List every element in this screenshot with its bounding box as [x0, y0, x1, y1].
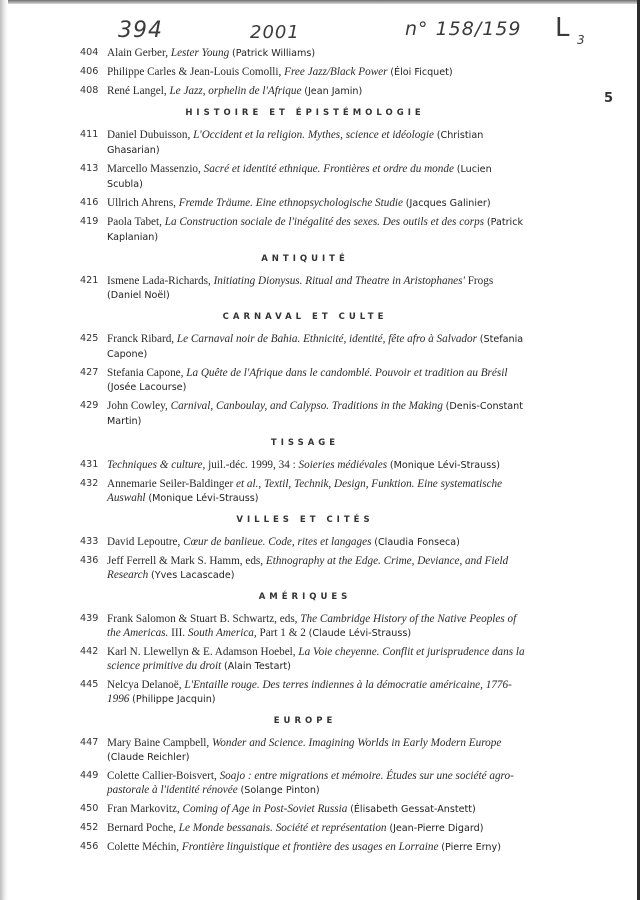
entry-author: Frank Salomon & Stuart B. Schwartz, eds, [107, 613, 301, 625]
entry-title: Coming of Age in Post-Soviet Russia [182, 803, 348, 815]
entry-page-number: 450 [80, 803, 99, 814]
review-entry [80, 802, 530, 817]
entry-body [107, 769, 530, 798]
entry-title: The Cambridge History of the Native Peoples of the Americas. [107, 613, 517, 639]
review-entry [80, 215, 530, 245]
entry-reviewer: (Solange Pinton) [240, 785, 320, 796]
entry-body [107, 399, 530, 429]
section-heading: AMÉRIQUES [258, 592, 352, 602]
entry-title: Carnival, Canboulay, and Calypso. Traditions in the Making [170, 400, 443, 412]
entry-title: Le Monde bessanais. Société et représentation [178, 822, 387, 834]
entry-page-number: 456 [80, 841, 99, 852]
handwritten-mark-sub: 3 [577, 33, 586, 47]
entry-subtitle: Soieries médiévales [298, 459, 388, 471]
entry-body [107, 458, 530, 473]
entry-title: Lester Young [170, 47, 230, 59]
entry-body [107, 274, 530, 303]
entry-body [107, 802, 530, 817]
entry-reviewer: (Stefania Capone) [107, 334, 524, 360]
review-entry [80, 84, 530, 99]
review-entry [80, 535, 530, 550]
review-entry [80, 274, 530, 303]
entry-author: Fran Markovitz, [107, 803, 183, 815]
entry-reviewer: (Jacques Galinier) [405, 198, 491, 209]
entry-page-number: 413 [80, 163, 99, 174]
review-entry [80, 477, 530, 506]
review-entry [80, 645, 530, 674]
entry-author: John Cowley, [107, 400, 171, 412]
entry-body [107, 162, 530, 192]
handwritten-mark: L [555, 13, 571, 43]
review-entry [80, 366, 530, 395]
section-heading: TISSAGE [270, 438, 340, 448]
table-of-contents [80, 46, 530, 859]
entry-title: L'Entaille rouge. Des terres indiennes à la démocratie américaine, 1776-1996 [107, 679, 512, 705]
entry-title: et al., Textil, Technik, Design, Funktion. Eine systematische Auswahl [107, 478, 503, 504]
entry-page-number: 433 [80, 536, 99, 547]
entry-reviewer: (Claude Lévi-Strauss) [308, 628, 412, 639]
entry-title: Soajo : entre migrations et mémoire. Études sur une société agro-pastorale à l'identité rénovée [107, 770, 514, 796]
entry-author: Daniel Dubuisson, [107, 129, 194, 141]
entry-page-number: 416 [80, 197, 99, 208]
review-entry [80, 332, 530, 362]
entry-page-number: 421 [80, 275, 99, 286]
entry-page-number: 445 [80, 679, 99, 690]
entry-title: Free Jazz/Black Power [284, 66, 388, 78]
entry-author: René Langel, [107, 85, 170, 97]
entry-page-number: 429 [80, 400, 99, 411]
entry-body [107, 645, 530, 674]
entry-reviewer: (Patrick Williams) [232, 48, 316, 59]
entry-page-number: 449 [80, 770, 99, 781]
entry-reviewer: (Daniel Noël) [107, 290, 170, 301]
review-entry [80, 128, 530, 158]
entry-author: Stefania Capone, [107, 367, 187, 379]
entry-title: Fremde Träume. Eine ethnopsychologische Studie [178, 197, 403, 209]
entry-reviewer: (Monique Lévi-Strauss) [148, 493, 259, 504]
entry-author: Ismene Lada-Richards, [107, 275, 214, 287]
review-entry [80, 162, 530, 192]
entry-reviewer: (Jean Jamin) [304, 86, 363, 97]
entry-title: La Quête de l'Afrique dans le candomblé. Pouvoir et tradition au Brésil [186, 367, 508, 379]
entry-body [107, 736, 530, 765]
entry-body [107, 332, 530, 362]
entry-reviewer: (Patrick Kaplanian) [107, 217, 524, 243]
entry-reviewer: (Josée Lacourse) [107, 382, 187, 393]
review-entry [80, 458, 530, 473]
entry-title: L'Occident et la religion. Mythes, science et idéologie [193, 129, 434, 141]
entry-body [107, 535, 530, 550]
entry-page-number: 408 [80, 85, 99, 96]
entry-body [107, 366, 530, 395]
entry-author: Ullrich Ahrens, [107, 197, 179, 209]
entry-body [107, 840, 530, 855]
entry-author: Mary Baine Campbell, [107, 737, 213, 749]
entry-author: David Lepoutre, [107, 536, 184, 548]
entry-reviewer: (Alain Testart) [224, 661, 291, 672]
entry-title: La Construction sociale de l'inégalité des sexes. Des outils et des corps [164, 216, 485, 228]
entry-body [107, 84, 530, 99]
entry-reviewer: (Christian Ghasarian) [107, 130, 484, 156]
entry-page-number: 436 [80, 555, 99, 566]
entry-page-number: 419 [80, 216, 99, 227]
entry-author: Annemarie Seiler-Baldinger [107, 478, 237, 490]
entry-title: Le Carnaval noir de Bahia. Ethnicité, identité, fête afro à Salvador [176, 333, 477, 345]
entry-reviewer: (Jean-Pierre Digard) [389, 823, 484, 834]
entry-title: Techniques & culture, [107, 459, 206, 471]
entry-body [107, 65, 530, 80]
section-heading: VILLES ET CITÉS [236, 515, 374, 525]
entry-author: Paola Tabet, [107, 216, 165, 228]
entry-reviewer: (Yves Lacascade) [151, 570, 235, 581]
section-heading: CARNAVAL ET CULTE [222, 312, 388, 322]
entry-body [107, 46, 530, 61]
entry-body [107, 196, 530, 211]
entry-subtitle: South America, [187, 627, 257, 639]
review-entry [80, 840, 530, 855]
review-entry [80, 554, 530, 583]
entry-title: Le Jazz, orphelin de l'Afrique [169, 85, 302, 97]
entry-author: Philippe Carles & Jean-Louis Comolli, [107, 66, 285, 78]
entry-title: Cœur de banlieue. Code, rites et langages [183, 536, 372, 548]
review-entry [80, 65, 530, 80]
entry-page-number: 427 [80, 367, 99, 378]
entry-title: Sacré et identité ethnique. Frontières et ordre du monde [203, 163, 454, 175]
entry-author: Jeff Ferrell & Mark S. Hamm, eds, [107, 555, 266, 567]
entry-author: Marcello Massenzio, [107, 163, 204, 175]
handwritten-year: 2001 [250, 22, 300, 43]
entry-detail: III. [168, 627, 188, 639]
entry-body [107, 554, 530, 583]
entry-reviewer: (Denis-Constant Martin) [107, 401, 524, 427]
entry-body [107, 128, 530, 158]
review-entry [80, 736, 530, 765]
entry-reviewer: (Philippe Jacquin) [132, 694, 216, 705]
review-entry [80, 46, 530, 61]
entry-body [107, 678, 530, 707]
entry-author: Colette Callier-Boisvert, [107, 770, 220, 782]
entry-author: Nelcya Delanoë, [107, 679, 185, 691]
review-entry [80, 399, 530, 429]
entry-reviewer: (Élisabeth Gessat-Anstett) [350, 804, 476, 815]
entry-detail: Frogs [464, 275, 494, 287]
entry-body [107, 215, 530, 245]
entry-page-number: 439 [80, 613, 99, 624]
entry-page-number: 431 [80, 459, 99, 470]
entry-reviewer: (Lucien Scubla) [107, 164, 492, 190]
entry-body [107, 477, 530, 506]
page-number: 5 [604, 91, 614, 106]
entry-detail: juil.-déc. 1999, 34 : [205, 459, 299, 471]
entry-title: La Voie cheyenne. Conflit et jurisprudence dans la science primitive du droit [107, 646, 525, 672]
entry-title: Wonder and Science. Imagining Worlds in Early Modern Europe [212, 737, 502, 749]
entry-reviewer: (Monique Lévi-Strauss) [389, 460, 500, 471]
scan-shadow-left [0, 0, 8, 900]
entry-title: Ethnography at the Edge. Crime, Deviance, and Field Research [107, 555, 509, 581]
entry-page-number: 442 [80, 646, 99, 657]
entry-author: Alain Gerber, [107, 47, 171, 59]
review-entry [80, 196, 530, 211]
entry-page-number: 425 [80, 333, 99, 344]
section-heading: ANTIQUITÉ [261, 254, 349, 264]
entry-page-number: 404 [80, 47, 99, 58]
entry-page-number: 447 [80, 737, 99, 748]
entry-title: Initiating Dionysus. Ritual and Theatre in Aristophanes' [213, 275, 465, 287]
entry-author: Franck Ribard, [107, 333, 177, 345]
entry-reviewer: (Claudia Fonseca) [374, 537, 460, 548]
review-entry [80, 678, 530, 707]
entry-page-number: 432 [80, 478, 99, 489]
entry-body [107, 821, 530, 836]
entry-title: Frontière linguistique et frontière des usages en Lorraine [181, 841, 439, 853]
entry-author: Bernard Poche, [107, 822, 179, 834]
entry-page-number: 452 [80, 822, 99, 833]
review-entry [80, 821, 530, 836]
entry-reviewer: (Éloi Ficquet) [390, 67, 453, 78]
entry-author: Karl N. Llewellyn & E. Adamson Hoebel, [107, 646, 299, 658]
entry-detail: Part 1 & 2 [256, 627, 309, 639]
entry-body [107, 612, 530, 641]
handwritten-volume: 394 [118, 18, 163, 43]
entry-page-number: 406 [80, 66, 99, 77]
handwritten-issue: n° 158/159 [405, 18, 522, 40]
section-heading: HISTOIRE ET ÉPISTÉMOLOGIE [185, 108, 425, 118]
section-heading: EUROPE [273, 716, 337, 726]
scan-shadow-top [0, 0, 640, 4]
entry-page-number: 411 [80, 129, 99, 140]
entry-author: Colette Méchin, [107, 841, 182, 853]
review-entry [80, 612, 530, 641]
entry-reviewer: (Pierre Erny) [441, 842, 501, 853]
review-entry [80, 769, 530, 798]
entry-reviewer: (Claude Reichler) [107, 752, 190, 763]
